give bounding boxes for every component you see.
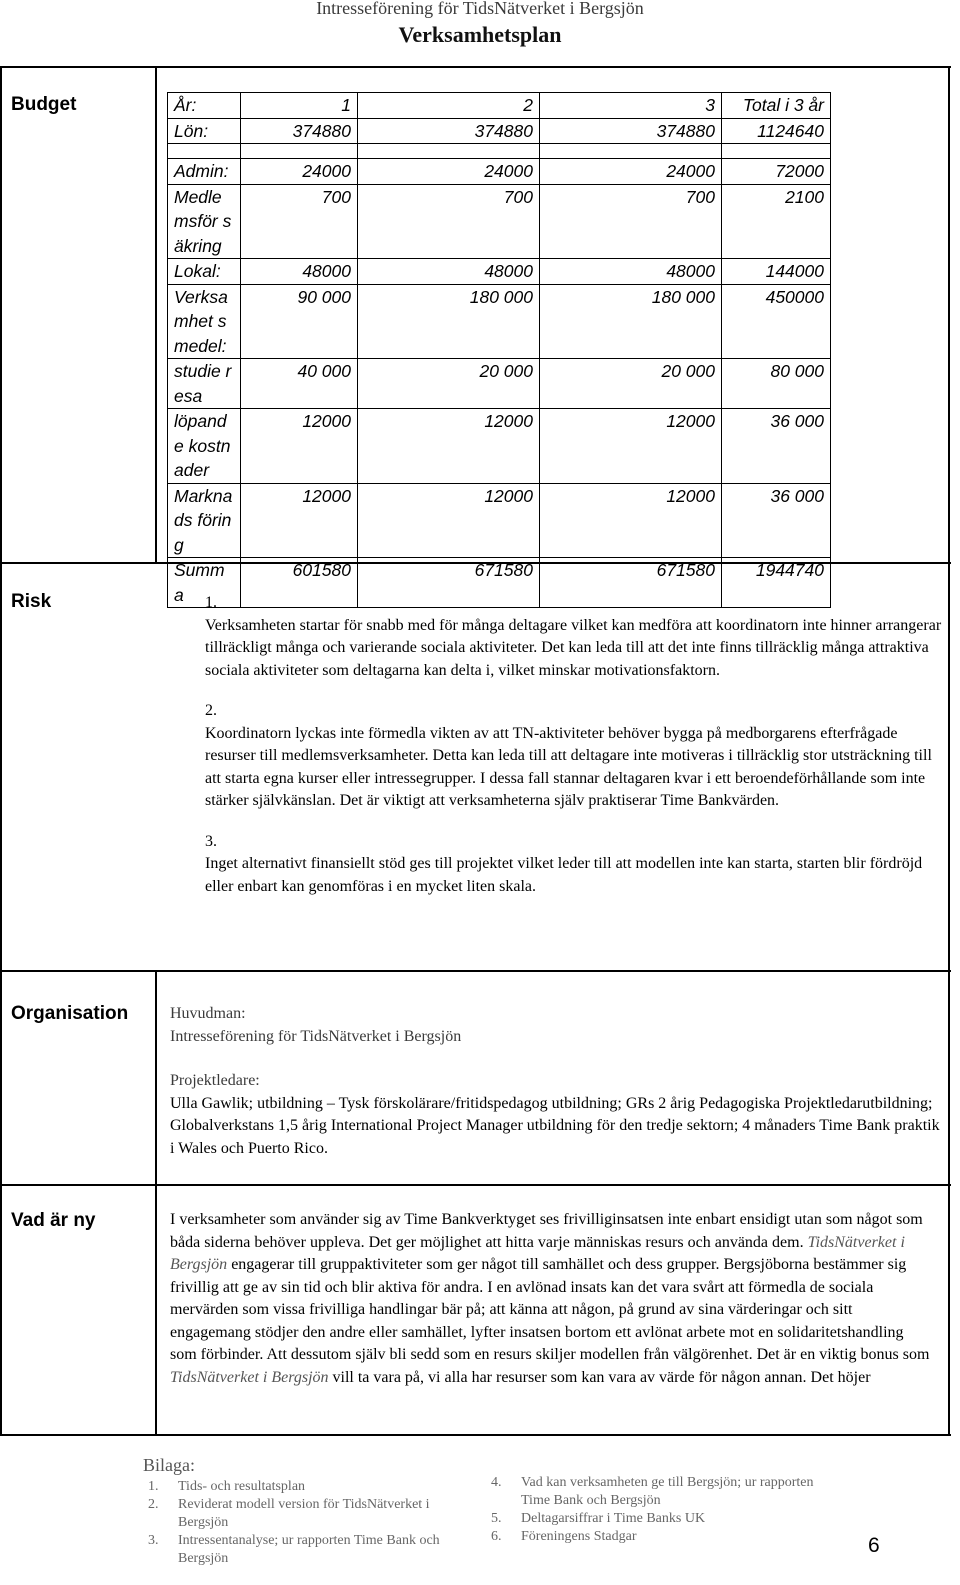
budget-cell: 1944740 — [722, 558, 831, 608]
budget-row-label: Summa — [168, 558, 241, 608]
bilaga-item — [148, 1496, 476, 1532]
budget-row — [168, 409, 831, 484]
vad-org-name: TidsNätverket i Bergsjön — [170, 1233, 905, 1273]
risk-item — [205, 700, 950, 813]
budget-cell: 20 000 — [358, 359, 540, 409]
budget-cell: 700 — [540, 184, 722, 259]
budget-cell: 48000 — [241, 259, 358, 285]
budget-row — [168, 184, 831, 259]
risk-section-label: Risk — [11, 591, 52, 612]
budget-row — [168, 159, 831, 185]
risk-item-number: 2. — [205, 702, 217, 719]
bilaga-item — [148, 1532, 476, 1568]
bilaga-item-text: Vad kan verksamheten ge till Bergsjön; ur rapporten Time Bank och Bergsjön — [521, 1475, 814, 1508]
budget-cell: 700 — [241, 184, 358, 259]
vad-paragraph — [170, 1209, 932, 1389]
risk-item-text: Inget alternativt finansiellt stöd ges till projektet vilket leder till att modellen inte kan starta, starten blir fördröjd eller enbart kan genomföras i en mycket liten skala. — [205, 855, 923, 895]
risk-item — [205, 592, 950, 682]
budget-cell: 90 000 — [241, 284, 358, 359]
budget-cell: 450000 — [722, 284, 831, 359]
bilaga-item-text: Tids- och resultatsplan — [178, 1479, 306, 1494]
budget-cell: 601580 — [241, 558, 358, 608]
bilaga-item — [491, 1510, 841, 1528]
bilaga-item-number: 2. — [148, 1497, 159, 1512]
risk-item-number: 3. — [205, 832, 217, 850]
page-number: 6 — [868, 1534, 880, 1557]
budget-header-row — [168, 93, 831, 119]
bilaga-item-number: 3. — [148, 1533, 159, 1548]
bilaga-item-text: Reviderat modell version för TidsNätverket i Bergsjön — [178, 1497, 430, 1530]
huvudman-value: Intresseförening för TidsNätverket i Bergsjön — [170, 1027, 462, 1045]
budget-row-label: Lön: — [168, 118, 241, 144]
projektledare-label: Projektledare: — [170, 1072, 260, 1089]
bilaga-label: Bilaga: — [143, 1455, 195, 1475]
budget-row-label: Marknads föring — [168, 483, 241, 558]
bilaga-list-right — [491, 1474, 841, 1546]
organisation-content — [170, 1003, 940, 1160]
budget-cell: 12000 — [241, 483, 358, 558]
budget-row — [168, 118, 831, 144]
budget-cell: 12000 — [241, 409, 358, 484]
budget-header-cell: Total i 3 år — [722, 93, 831, 119]
budget-row — [168, 359, 831, 409]
budget-spacer-row — [168, 144, 831, 159]
budget-cell: 700 — [358, 184, 540, 259]
budget-cell: 374880 — [358, 118, 540, 144]
bilaga-item — [148, 1478, 476, 1496]
budget-cell: 24000 — [540, 159, 722, 185]
vad-section-label: Vad är ny — [11, 1210, 96, 1231]
bilaga-item-number: 5. — [491, 1511, 502, 1526]
column-divider-lower — [155, 970, 157, 1434]
budget-row-label: Verksamhet smedel: — [168, 284, 241, 359]
budget-row-label: studie resa — [168, 359, 241, 409]
budget-cell: 374880 — [241, 118, 358, 144]
budget-row-label: löpande kostnader — [168, 409, 241, 484]
budget-cell: 48000 — [358, 259, 540, 285]
budget-cell: 12000 — [358, 409, 540, 484]
risk-item — [205, 831, 950, 899]
budget-row — [168, 483, 831, 558]
budget-header-cell: 3 — [540, 93, 722, 119]
budget-cell: 12000 — [540, 409, 722, 484]
bilaga-item-number: 6. — [491, 1529, 502, 1544]
bilaga-item — [491, 1474, 841, 1510]
column-divider-upper — [155, 66, 157, 562]
projektledare-value: Ulla Gawlik; utbildning – Tysk förskolärare/fritidspedagog utbildning; GRs 2 årig Pedagogiska Projektledarutbildning; Globalverkstans 1,5 årig International Project Manager utbildning för den tredje sektorn; 4 månaders Time Bank praktik i Wales och Puerto Rico. — [170, 1094, 940, 1157]
bilaga-item-text: Deltagarsiffrar i Time Banks UK — [521, 1511, 706, 1526]
budget-cell: 374880 — [540, 118, 722, 144]
document-title: Verksamhetsplan — [398, 22, 562, 47]
bilaga-item — [491, 1528, 841, 1546]
vad-text: vill ta vara på, vi alla har resurser som kan vara av värde för någon annan. Det höjer — [328, 1368, 871, 1386]
budget-cell: 36 000 — [722, 483, 831, 558]
risk-list — [205, 592, 950, 916]
risk-item-text: Verksamheten startar för snabb med för många deltagare vilket kan medföra att koordinatorn inte hinner arrangerar tillräckligt många och varierande sociala aktiviteter. Det kan leda till att det inte finns tillräcklig många attraktiva sociala aktiviteter som deltagarna kan delta i, vilket minskar motivationsfaktorn. — [205, 616, 942, 679]
frame-left-line — [0, 66, 2, 1436]
budget-cell: 671580 — [358, 558, 540, 608]
budget-cell: 12000 — [358, 483, 540, 558]
budget-cell: 671580 — [540, 558, 722, 608]
budget-cell: 80 000 — [722, 359, 831, 409]
budget-cell: 48000 — [540, 259, 722, 285]
frame-bottom-line — [0, 1434, 951, 1436]
budget-cell: 20 000 — [540, 359, 722, 409]
budget-row-label: Admin: — [168, 159, 241, 185]
budget-section-label: Budget — [11, 94, 77, 115]
budget-cell: 180 000 — [358, 284, 540, 359]
budget-cell: 36 000 — [722, 409, 831, 484]
budget-cell: 2100 — [722, 184, 831, 259]
budget-cell: 72000 — [722, 159, 831, 185]
bilaga-list-left — [148, 1478, 476, 1568]
vad-content — [170, 1209, 932, 1389]
divider-organisation-vad — [0, 1184, 951, 1186]
budget-row-label: Lokal: — [168, 259, 241, 285]
huvudman-label: Huvudman: — [170, 1005, 246, 1022]
organisation-section-label: Organisation — [11, 1003, 129, 1024]
divider-risk-organisation — [0, 970, 951, 972]
budget-row-label: Medlemsför säkring — [168, 184, 241, 259]
budget-row — [168, 259, 831, 285]
vad-text: I verksamheter som använder sig av Time Bankverktyget ses frivilliginsatsen inte enbart ensidigt utan som något som båda siderna behöver uppleva. Det ger möjlighet att hitta varje människas resurs och använda dem. — [170, 1211, 923, 1251]
vad-text: engagerar till gruppaktiviteter som ger något till samhället och dess grupper. Bergsjöborna bestämmer sig frivillig att ge av sin tid och blir aktiva för andra. I en avlönad insats kan det vara svårt att förmedla de sociala mervärden som vissa frivilliga handlingar bär på; att känna att någon, på grund av sina värderingar och sitt engagemang stödjer den andre eller samhället, lyfter insatsen bortom ett avlönat arbete mot en solidaritetshandling som förbinder. Att dessutom själv bli sedd som en resurs skiljer modellen från välgörenhet. Det är en viktig bonus som — [170, 1256, 930, 1363]
budget-cell: 1124640 — [722, 118, 831, 144]
vad-org-name: TidsNätverket i Bergsjön — [170, 1368, 329, 1386]
frame-top-line — [0, 66, 951, 68]
bilaga-item-number: 4. — [491, 1475, 502, 1490]
bilaga-item-text: Intressentanalyse; ur rapporten Time Bank och Bergsjön — [178, 1533, 440, 1566]
budget-header-cell: 2 — [358, 93, 540, 119]
budget-cell: 24000 — [241, 159, 358, 185]
budget-cell: 12000 — [540, 483, 722, 558]
budget-header-cell: År: — [168, 93, 241, 119]
risk-item-number: 1. — [205, 594, 217, 611]
budget-cell: 24000 — [358, 159, 540, 185]
budget-cell: 40 000 — [241, 359, 358, 409]
bilaga-item-number: 1. — [148, 1479, 159, 1494]
budget-cell: 144000 — [722, 259, 831, 285]
budget-cell: 180 000 — [540, 284, 722, 359]
budget-table — [167, 92, 831, 608]
budget-row — [168, 284, 831, 359]
document-header-organisation: Intresseförening för TidsNätverket i Bergsjön — [316, 0, 644, 18]
bilaga-item-text: Föreningens Stadgar — [521, 1529, 637, 1544]
risk-item-text: Koordinatorn lyckas inte förmedla vikten av att TN-aktiviteter behöver bygga på medborgarens efterfrågade resurser till medlemsverksamheter. Detta kan leda till att deltagare inte motiveras i tillräcklig stor utsträckning till att starta egna kurser eller intressegrupper. I dessa fall stannar deltagaren kvar i ett beroendeförhållande som inte stärker självkänslan. Det är viktigt att verksamheterna själv praktiserar Time Bankvärden. — [205, 724, 932, 809]
budget-header-cell: 1 — [241, 93, 358, 119]
